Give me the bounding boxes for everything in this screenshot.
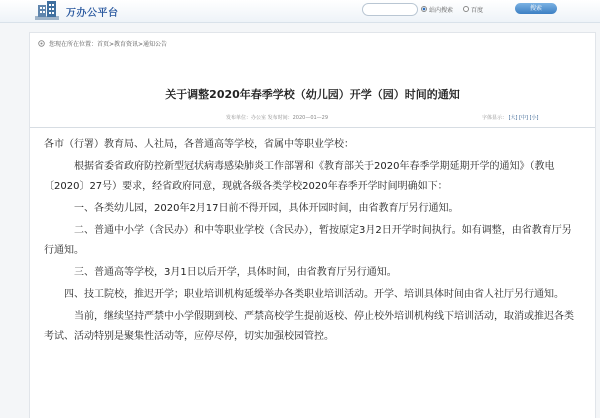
location-icon [38, 40, 45, 47]
site-header [0, 0, 600, 23]
site-name: 万办公平台 [66, 8, 119, 19]
article-title: 关于调整2020年春季学校（幼儿园）开学（园）时间的通知 [165, 88, 460, 101]
content-panel [29, 32, 596, 418]
radio-site-search-label: 站内搜索 [429, 6, 454, 14]
search-scope-group [421, 3, 493, 15]
breadcrumb [38, 39, 167, 48]
paragraph-item-2: 二、普通中小学（含民办）和中等职业学校（含民办），暂按原定3月2日开学时间执行。如有调整，由省教育厅另行通知。 [44, 225, 572, 256]
font-size-large[interactable]: [大] [508, 115, 518, 121]
paragraph-item-4: 四、技工院校，推迟开学；职业培训机构延缓举办各类职业培训活动。开学、培训具体时间由省人社厅另行通知。 [64, 289, 564, 300]
font-size-label: 字体显示： [482, 115, 508, 121]
search-input[interactable] [362, 3, 418, 16]
font-size-control [482, 114, 539, 121]
radio-site-search[interactable] [421, 6, 427, 12]
paragraph-item-1: 一、各类幼儿园，2020年2月17日前不得开园，具体开园时间，由省教育厅另行通知。 [74, 203, 459, 214]
paragraph-item-3: 三、普通高等学校，3月1日以后开学，具体时间，由省教育厅另行通知。 [74, 267, 397, 278]
article-body [44, 135, 579, 349]
font-size-medium[interactable]: [中] [519, 115, 529, 121]
font-size-small[interactable]: [小] [529, 115, 539, 121]
search-button[interactable]: 搜索 [515, 3, 557, 14]
breadcrumb-text[interactable]: 您现在所在位置：首页>教育资讯>通知公告 [49, 41, 168, 48]
paragraph-closing: 当前，继续坚持严禁中小学假期到校、严禁高校学生提前返校、停止校外培训机构线下培训活动，取消或推迟各类考试、活动特别是聚集性活动等，应停尽停，切实加强校园管控。 [44, 311, 574, 342]
article-meta-row [30, 113, 595, 128]
radio-baidu[interactable] [463, 6, 469, 12]
article-meta: 发布单位：办公室 发布时间：2020—01—29 [226, 115, 329, 121]
paragraph-salutation: 各市（行署）教育局、人社局，各普通高等学校，省属中等职业学校： [44, 139, 354, 150]
radio-baidu-label: 百度 [471, 6, 484, 14]
paragraph-intro: 根据省委省政府防控新型冠状病毒感染肺炎工作部署和《教育部关于2020年春季学期延期开学的通知》（教电〔2020〕27号）要求，经省政府同意，现就各级各类学校2020年春季开学时间明确如下： [44, 161, 555, 192]
building-logo-icon [33, 0, 61, 21]
